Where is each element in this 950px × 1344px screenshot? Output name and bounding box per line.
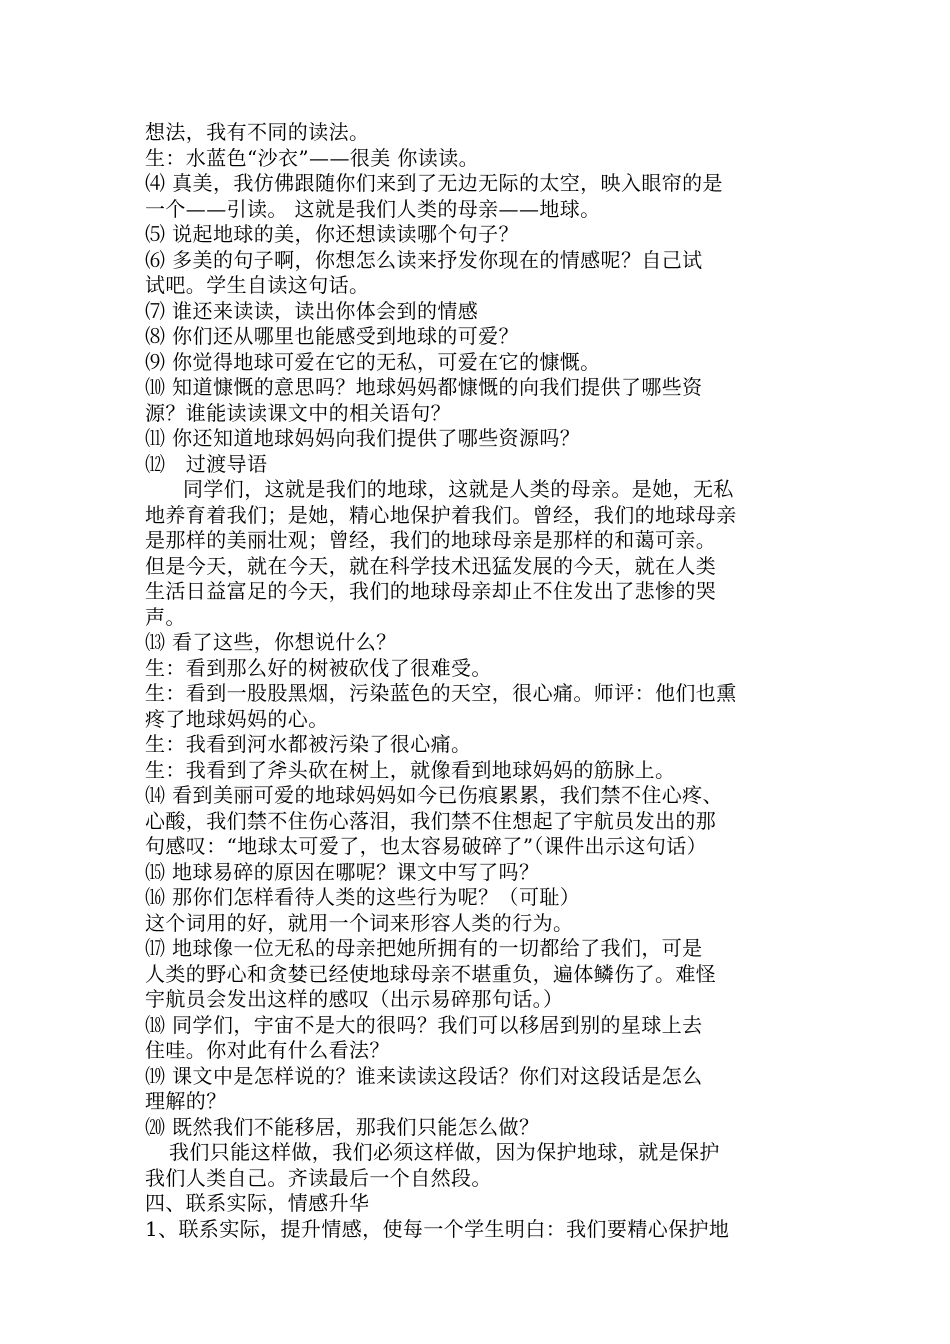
text-line: 理解的？ [145,1089,227,1113]
paragraph-line: 是那样的美丽壮观；曾经，我们的地球母亲是那样的和蔼可亲。 [145,528,717,552]
text-line: ⑹ 多美的句子啊，你想怎么读来抒发你现在的情感呢？自己试 [145,247,703,272]
text-line: ⑺ 谁还来读读，读出你体会到的情感 [145,298,479,323]
document-page [145,120,810,1242]
text-line: 人类的野心和贪婪已经使地球母亲不堪重负，遍体鳞伤了。难怪 [145,961,717,986]
text-line: 想法，我有不同的读法。 [145,120,370,144]
paragraph-line: 我们人类自己。齐读最后一个自然段。 [145,1165,492,1190]
text-line: 一个——引读。 这就是我们人类的母亲——地球。 [145,196,601,221]
paragraph-line: 声。 [145,604,186,629]
text-line: 句感叹：“地球太可爱了，也太容易破碎了”（课件出示这句话） [145,834,708,858]
text-line: ⑷ 真美，我仿佛跟随你们来到了无边无际的太空，映入眼帘的是 [145,171,723,195]
text-line: 生：看到那么好的树被砍伐了很难受。 [145,655,492,680]
paragraph-line: 同学们，这就是我们的地球，这就是人类的母亲。是她，无私 [183,477,734,501]
text-line: ⒆ 课文中是怎样说的？谁来读读这段话？你们对这段话是怎么 [145,1063,703,1088]
text-line: ⒁ 看到美丽可爱的地球妈妈如今已伤痕累累，我们禁不住心疼、 [145,783,723,807]
text-line: 宇航员会发出这样的感叹（出示易碎那句话。） [145,987,564,1011]
text-line: 生：水蓝色“沙衣”——很美 你读读。 [145,145,480,170]
section-heading: 四、联系实际，情感升华 [145,1191,370,1215]
text-line: ⑻ 你们还从哪里也能感受到地球的可爱？ [145,324,519,348]
text-line: 疼了地球妈妈的心。 [145,706,329,731]
text-line: 生：我看到河水都被污染了很心痛。 [145,732,472,756]
text-line: 心酸，我们禁不住伤心落泪，我们禁不住想起了宇航员发出的那 [145,808,717,833]
text-line: ⑽ 知道慷慨的意思吗？地球妈妈都慷慨的向我们提供了哪些资 [145,375,703,399]
text-line: ⑼ 你觉得地球可爱在它的无私，可爱在它的慷慨。 [145,349,601,374]
text-line: ⑾ 你还知道地球妈妈向我们提供了哪些资源吗？ [145,426,581,450]
paragraph-line: 我们只能这样做，我们必须这样做，因为保护地球，就是保护 [169,1140,720,1164]
text-line: ⑸ 说起地球的美，你还想读读哪个句子？ [145,222,519,246]
text-line: 源？谁能读读课文中的相关语句？ [145,400,451,425]
section-heading: ⑿ 过渡导语 [145,451,268,476]
text-line: 生：我看到了斧头砍在树上，就像看到地球妈妈的筋脉上。 [145,757,676,782]
text-line: 1、联系实际，提升情感，使每一个学生明白：我们要精心保护地 [145,1216,730,1241]
text-line: ⒀ 看了这些，你想说什么？ [145,630,397,654]
text-line: 这个词用的好，就用一个词来形容人类的行为。 [145,910,574,935]
text-line: 住哇。你对此有什么看法？ [145,1038,390,1062]
text-line: 生：看到一股股黑烟，污染蓝色的天空，很心痛。师评：他们也熏 [145,681,737,705]
text-line: ⒅ 同学们，宇宙不是大的很吗？我们可以移居到别的星球上去 [145,1012,703,1037]
text-line: ⒄ 地球像一位无私的母亲把她所拥有的一切都给了我们，可是 [145,936,703,960]
text-line: ⒃ 那你们怎样看待人类的这些行为呢？（可耻） [145,885,581,909]
paragraph-line: 生活日益富足的今天，我们的地球母亲却止不住发出了悲惨的哭 [145,579,717,603]
paragraph-line: 地养育着我们；是她，精心地保护着我们。曾经，我们的地球母亲 [145,502,737,527]
text-line: ⒂ 地球易碎的原因在哪呢？课文中写了吗？ [145,859,540,884]
text-line: ⒇ 既然我们不能移居，那我们只能怎么做？ [145,1114,540,1139]
text-line: 试吧。学生自读这句话。 [145,273,370,297]
paragraph-line: 但是今天，就在今天，就在科学技术迅猛发展的今天，就在人类 [145,553,717,578]
